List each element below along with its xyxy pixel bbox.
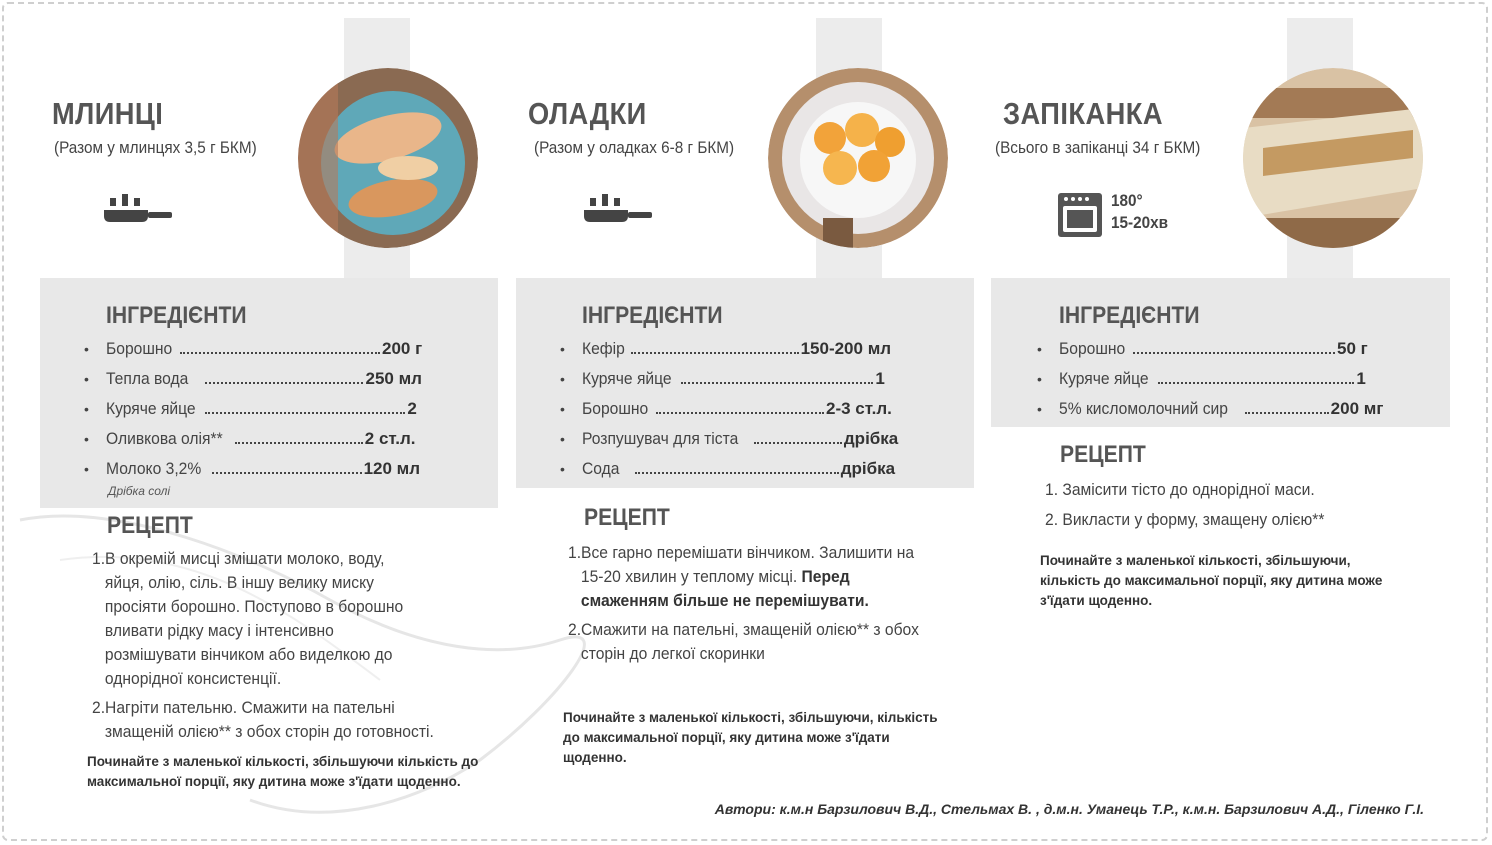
list-item: • Борошно 2-3 ст.л. [560, 399, 892, 418]
recipe-step: 1.Все гарно перемішати вінчиком. Залишити на 15-20 хвилин у теплому місці. Перед смаженням більше не перемішувати. [568, 543, 915, 610]
list-item: • Тепла вода 250 мл [84, 369, 422, 388]
pancakes-photo [298, 68, 478, 248]
list-item: • Куряче яйце 1 [1037, 369, 1366, 388]
list-item: • Борошно 50 г [1037, 339, 1368, 358]
recipe-title: ЗАПІКАНКА [1003, 96, 1163, 131]
recipe-step: 1.В окремій мисці змішати молоко, воду, яйця, олію, сіль. В іншу велику миску просіяти борошно. Поступово в борошно вливати рідку масу і інтенсивно розмішувати вінчиком або виделкою до однорідної консистенції. [92, 549, 404, 688]
list-item: • Борошно 200 г [84, 339, 423, 358]
recipe-subtitle: (Разом у оладках 6-8 г БКМ) [534, 138, 735, 157]
recipe-subtitle: (Разом у млинцях 3,5 г БКМ) [54, 138, 257, 157]
recipe-step: 2.Смажити на пательні, змащеній олією** з обох сторін до легкої скоринки [568, 620, 919, 663]
oven-icon [1057, 192, 1103, 238]
recipe-card-fritters [516, 0, 996, 845]
recipe-subtitle: (Всього в запіканці 34 г БКМ) [995, 138, 1201, 157]
recipe-card-pancakes [40, 0, 520, 845]
recipe-title: МЛИНЦІ [52, 96, 164, 131]
portion-advice: Починайте з маленької кількості, збільшуючи, кількість до максимальної порції, яку дитина може з'їдати щоденно. [1040, 553, 1383, 608]
recipe-steps-title: РЕЦЕПТ [584, 504, 670, 531]
baking-params [1111, 190, 1168, 234]
list-item: • Кефір 150-200 мл [560, 339, 892, 358]
recipe-steps-title: РЕЦЕПТ [107, 512, 193, 539]
recipe-title: ОЛАДКИ [528, 96, 647, 131]
fritters-photo [768, 68, 948, 248]
salt-note: Дрібка солі [108, 484, 171, 498]
recipe-card-casserole [991, 0, 1471, 845]
list-item: • Куряче яйце 1 [560, 369, 885, 388]
frying-pan-icon [584, 192, 654, 228]
recipe-step: 1. Замісити тісто до однорідної маси. [1045, 480, 1315, 499]
ingredients-list [1037, 338, 1383, 428]
ingredients-title: ІНГРЕДІЄНТИ [1059, 302, 1200, 329]
recipe-step: 2.Нагріти пательню. Смажити на пательні змащеній олією** з обох сторін до готовності. [92, 698, 434, 741]
list-item: • Оливкова олія** 2 ст.л. [84, 429, 416, 448]
list-item: • Розпушувач для тіста дрібка [560, 429, 899, 448]
portion-advice: Починайте з маленької кількості, збільшуючи кількість до максимальної порції, яку дитина може з'їдати щоденно. [87, 754, 479, 789]
authors-credit: Автори: к.м.н Барзилович В.Д., Стельмах В. , д.м.н. Уманець Т.Р., к.м.н. Барзилович А.Д., Гіленко Г.І. [714, 801, 1424, 817]
frying-pan-icon [104, 192, 174, 228]
list-item: • Молоко 3,2% 120 мл [84, 459, 421, 478]
ingredients-title: ІНГРЕДІЄНТИ [582, 302, 723, 329]
casserole-photo [1243, 68, 1423, 248]
recipe-step: 2. Викласти у форму, змащену олією** [1045, 510, 1325, 529]
list-item: • 5% кисломолочний сир 200 мг [1037, 399, 1384, 418]
ingredients-list [84, 338, 422, 488]
baking-temperature: 180° [1111, 191, 1143, 210]
recipe-steps-title: РЕЦЕПТ [1060, 441, 1146, 468]
portion-advice: Починайте з маленької кількості, збільшуючи, кількість до максимальної порції, яку дитина може з'їдати щоденно. [563, 710, 938, 765]
list-item: • Сода дрібка [560, 459, 896, 478]
ingredients-list [560, 338, 898, 488]
baking-time: 15-20хв [1111, 213, 1169, 232]
list-item: • Куряче яйце 2 [84, 399, 417, 418]
ingredients-title: ІНГРЕДІЄНТИ [106, 302, 247, 329]
